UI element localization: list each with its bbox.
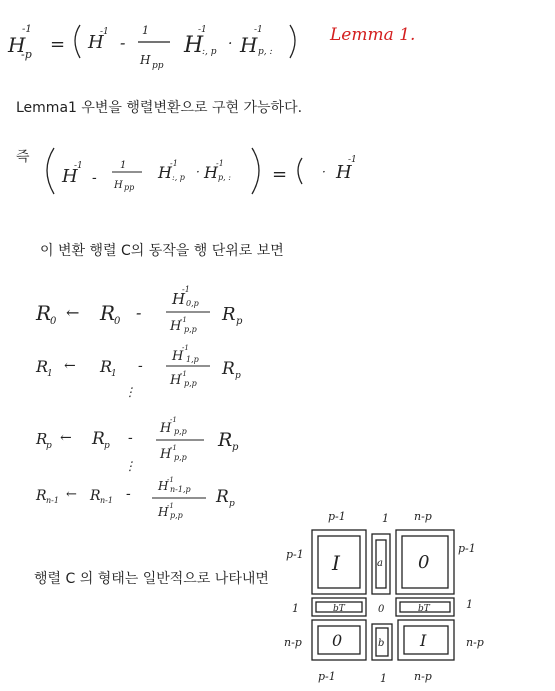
svg-text:-1: -1 <box>167 502 174 510</box>
row-ops <box>35 285 243 520</box>
svg-text:-1: -1 <box>170 416 177 424</box>
svg-text::, p: :, p <box>172 173 185 182</box>
cell-0: 0 <box>378 604 385 615</box>
svg-text:R: R <box>222 359 235 379</box>
svg-text:p,p: p,p <box>184 379 197 388</box>
svg-text:H: H <box>160 421 172 436</box>
svg-text:-1: -1 <box>182 344 189 352</box>
svg-text:-: - <box>120 33 126 52</box>
svg-text:p,p: p,p <box>170 511 183 520</box>
bottom-label: p-1 <box>318 670 336 683</box>
text-line-4: 행렬 C 의 형태는 일반적으로 나타내면 <box>34 571 269 587</box>
svg-text:p,p: p,p <box>174 453 187 462</box>
svg-text:H: H <box>158 505 169 519</box>
right-label: p-1 <box>458 542 476 555</box>
svg-text:1: 1 <box>47 369 53 379</box>
svg-text:-: - <box>136 303 142 322</box>
svg-text:R: R <box>218 429 233 451</box>
right-label: 1 <box>466 598 473 611</box>
svg-text:⋮: ⋮ <box>124 385 136 399</box>
svg-text:1: 1 <box>111 369 117 379</box>
svg-text:n-1: n-1 <box>100 496 113 505</box>
svg-text:H: H <box>114 180 123 191</box>
svg-text:-p: -p <box>21 48 32 61</box>
svg-text:-1: -1 <box>170 444 177 452</box>
svg-text:1: 1 <box>142 24 149 37</box>
svg-text:-1: -1 <box>167 476 174 484</box>
cell-I: I <box>332 551 340 575</box>
top-label: n-p <box>414 510 432 523</box>
cell-0: 0 <box>418 552 430 573</box>
top-label: p-1 <box>328 510 346 523</box>
svg-text:H: H <box>184 33 204 58</box>
text-line-3: 이 변환 행렬 C의 동작을 행 단위로 보면 <box>40 243 284 259</box>
svg-text:p: p <box>104 441 110 451</box>
svg-text:·: · <box>322 165 326 179</box>
svg-text:p: p <box>229 499 235 509</box>
svg-text:1: 1 <box>120 160 127 171</box>
svg-text:H: H <box>158 479 169 493</box>
svg-text:n-1,p: n-1,p <box>170 485 191 494</box>
bottom-label: 1 <box>380 672 387 685</box>
svg-text:=: = <box>272 164 288 185</box>
svg-text:-: - <box>126 486 131 502</box>
svg-text:H: H <box>158 163 172 182</box>
svg-text:R: R <box>216 487 229 507</box>
svg-text:R: R <box>36 301 52 325</box>
svg-text:-1: -1 <box>170 159 178 168</box>
svg-text:p, :: p, : <box>258 47 273 57</box>
svg-text:H: H <box>160 447 172 462</box>
svg-text:p: p <box>235 371 241 381</box>
svg-text:H: H <box>172 290 186 308</box>
svg-text:-1: -1 <box>182 285 190 294</box>
svg-text::, p: :, p <box>202 47 217 57</box>
svg-text:=: = <box>50 34 66 55</box>
right-label: n-p <box>466 636 484 649</box>
svg-text:·: · <box>196 165 200 179</box>
svg-text:-1: -1 <box>22 24 32 35</box>
svg-text:-1: -1 <box>348 155 357 165</box>
svg-text:R: R <box>100 357 113 376</box>
svg-text:H: H <box>240 33 258 57</box>
svg-text:0: 0 <box>114 316 121 327</box>
cell-bT: bT <box>333 604 345 614</box>
svg-text:R: R <box>36 488 47 504</box>
text-line-2: 즉 <box>16 149 30 165</box>
svg-text:-1: -1 <box>254 25 263 35</box>
svg-text:p: p <box>236 316 243 327</box>
cell-b: b <box>378 638 385 649</box>
second-equation <box>47 148 357 194</box>
svg-text:R: R <box>36 357 49 376</box>
cell-a: a <box>377 558 383 569</box>
svg-text:-1: -1 <box>180 370 187 378</box>
cell-0: 0 <box>332 631 343 650</box>
svg-text:-1: -1 <box>216 159 224 168</box>
svg-text:-1: -1 <box>74 161 83 171</box>
svg-text:R: R <box>90 488 101 504</box>
block-matrix <box>284 510 484 685</box>
svg-text:R: R <box>100 301 116 325</box>
svg-text:H: H <box>170 319 182 334</box>
svg-text:R: R <box>222 304 236 325</box>
svg-text:p, :: p, : <box>218 173 231 182</box>
svg-text:-1: -1 <box>100 27 109 37</box>
svg-text:H: H <box>170 373 182 388</box>
svg-text:←: ← <box>64 358 76 374</box>
svg-text:-: - <box>128 430 133 446</box>
cell-bT: bT <box>418 604 430 614</box>
svg-text:←: ← <box>60 430 72 446</box>
svg-text:R: R <box>36 430 48 448</box>
svg-text:pp: pp <box>152 61 164 71</box>
svg-text:p,p: p,p <box>174 427 187 436</box>
svg-text:H: H <box>8 33 26 57</box>
svg-text:0: 0 <box>50 316 57 327</box>
svg-text:-1: -1 <box>198 25 207 35</box>
svg-text:n-1: n-1 <box>46 496 59 505</box>
svg-text:R: R <box>92 429 105 449</box>
svg-text:0,p: 0,p <box>186 299 199 308</box>
left-label: 1 <box>292 602 299 615</box>
svg-text:p: p <box>46 441 52 451</box>
svg-text:·: · <box>228 36 233 52</box>
svg-text:H: H <box>62 166 78 187</box>
svg-text:H: H <box>336 162 352 183</box>
cell-I: I <box>420 631 427 650</box>
svg-text:H: H <box>204 163 218 182</box>
svg-text:H: H <box>140 53 151 67</box>
svg-text:←: ← <box>66 303 80 322</box>
top-label: 1 <box>382 512 389 525</box>
svg-text:p,p: p,p <box>184 325 197 334</box>
text-line-1: Lemma1 우변을 행렬변환으로 구현 가능하다. <box>16 100 303 116</box>
svg-text:-: - <box>138 358 143 374</box>
bottom-label: n-p <box>414 670 432 683</box>
svg-text:-: - <box>92 170 97 186</box>
top-equation <box>7 24 415 71</box>
lemma-tag: Lemma 1. <box>330 25 416 45</box>
svg-text:p: p <box>232 442 239 453</box>
svg-text:-1: -1 <box>180 316 187 324</box>
svg-text:←: ← <box>66 487 77 502</box>
left-label: p-1 <box>286 548 304 561</box>
svg-text:H: H <box>88 32 104 53</box>
svg-text:pp: pp <box>124 183 135 192</box>
left-label: n-p <box>284 636 302 649</box>
svg-text:1,p: 1,p <box>186 355 199 364</box>
svg-text:H: H <box>172 349 184 364</box>
svg-text:⋮: ⋮ <box>124 459 136 473</box>
